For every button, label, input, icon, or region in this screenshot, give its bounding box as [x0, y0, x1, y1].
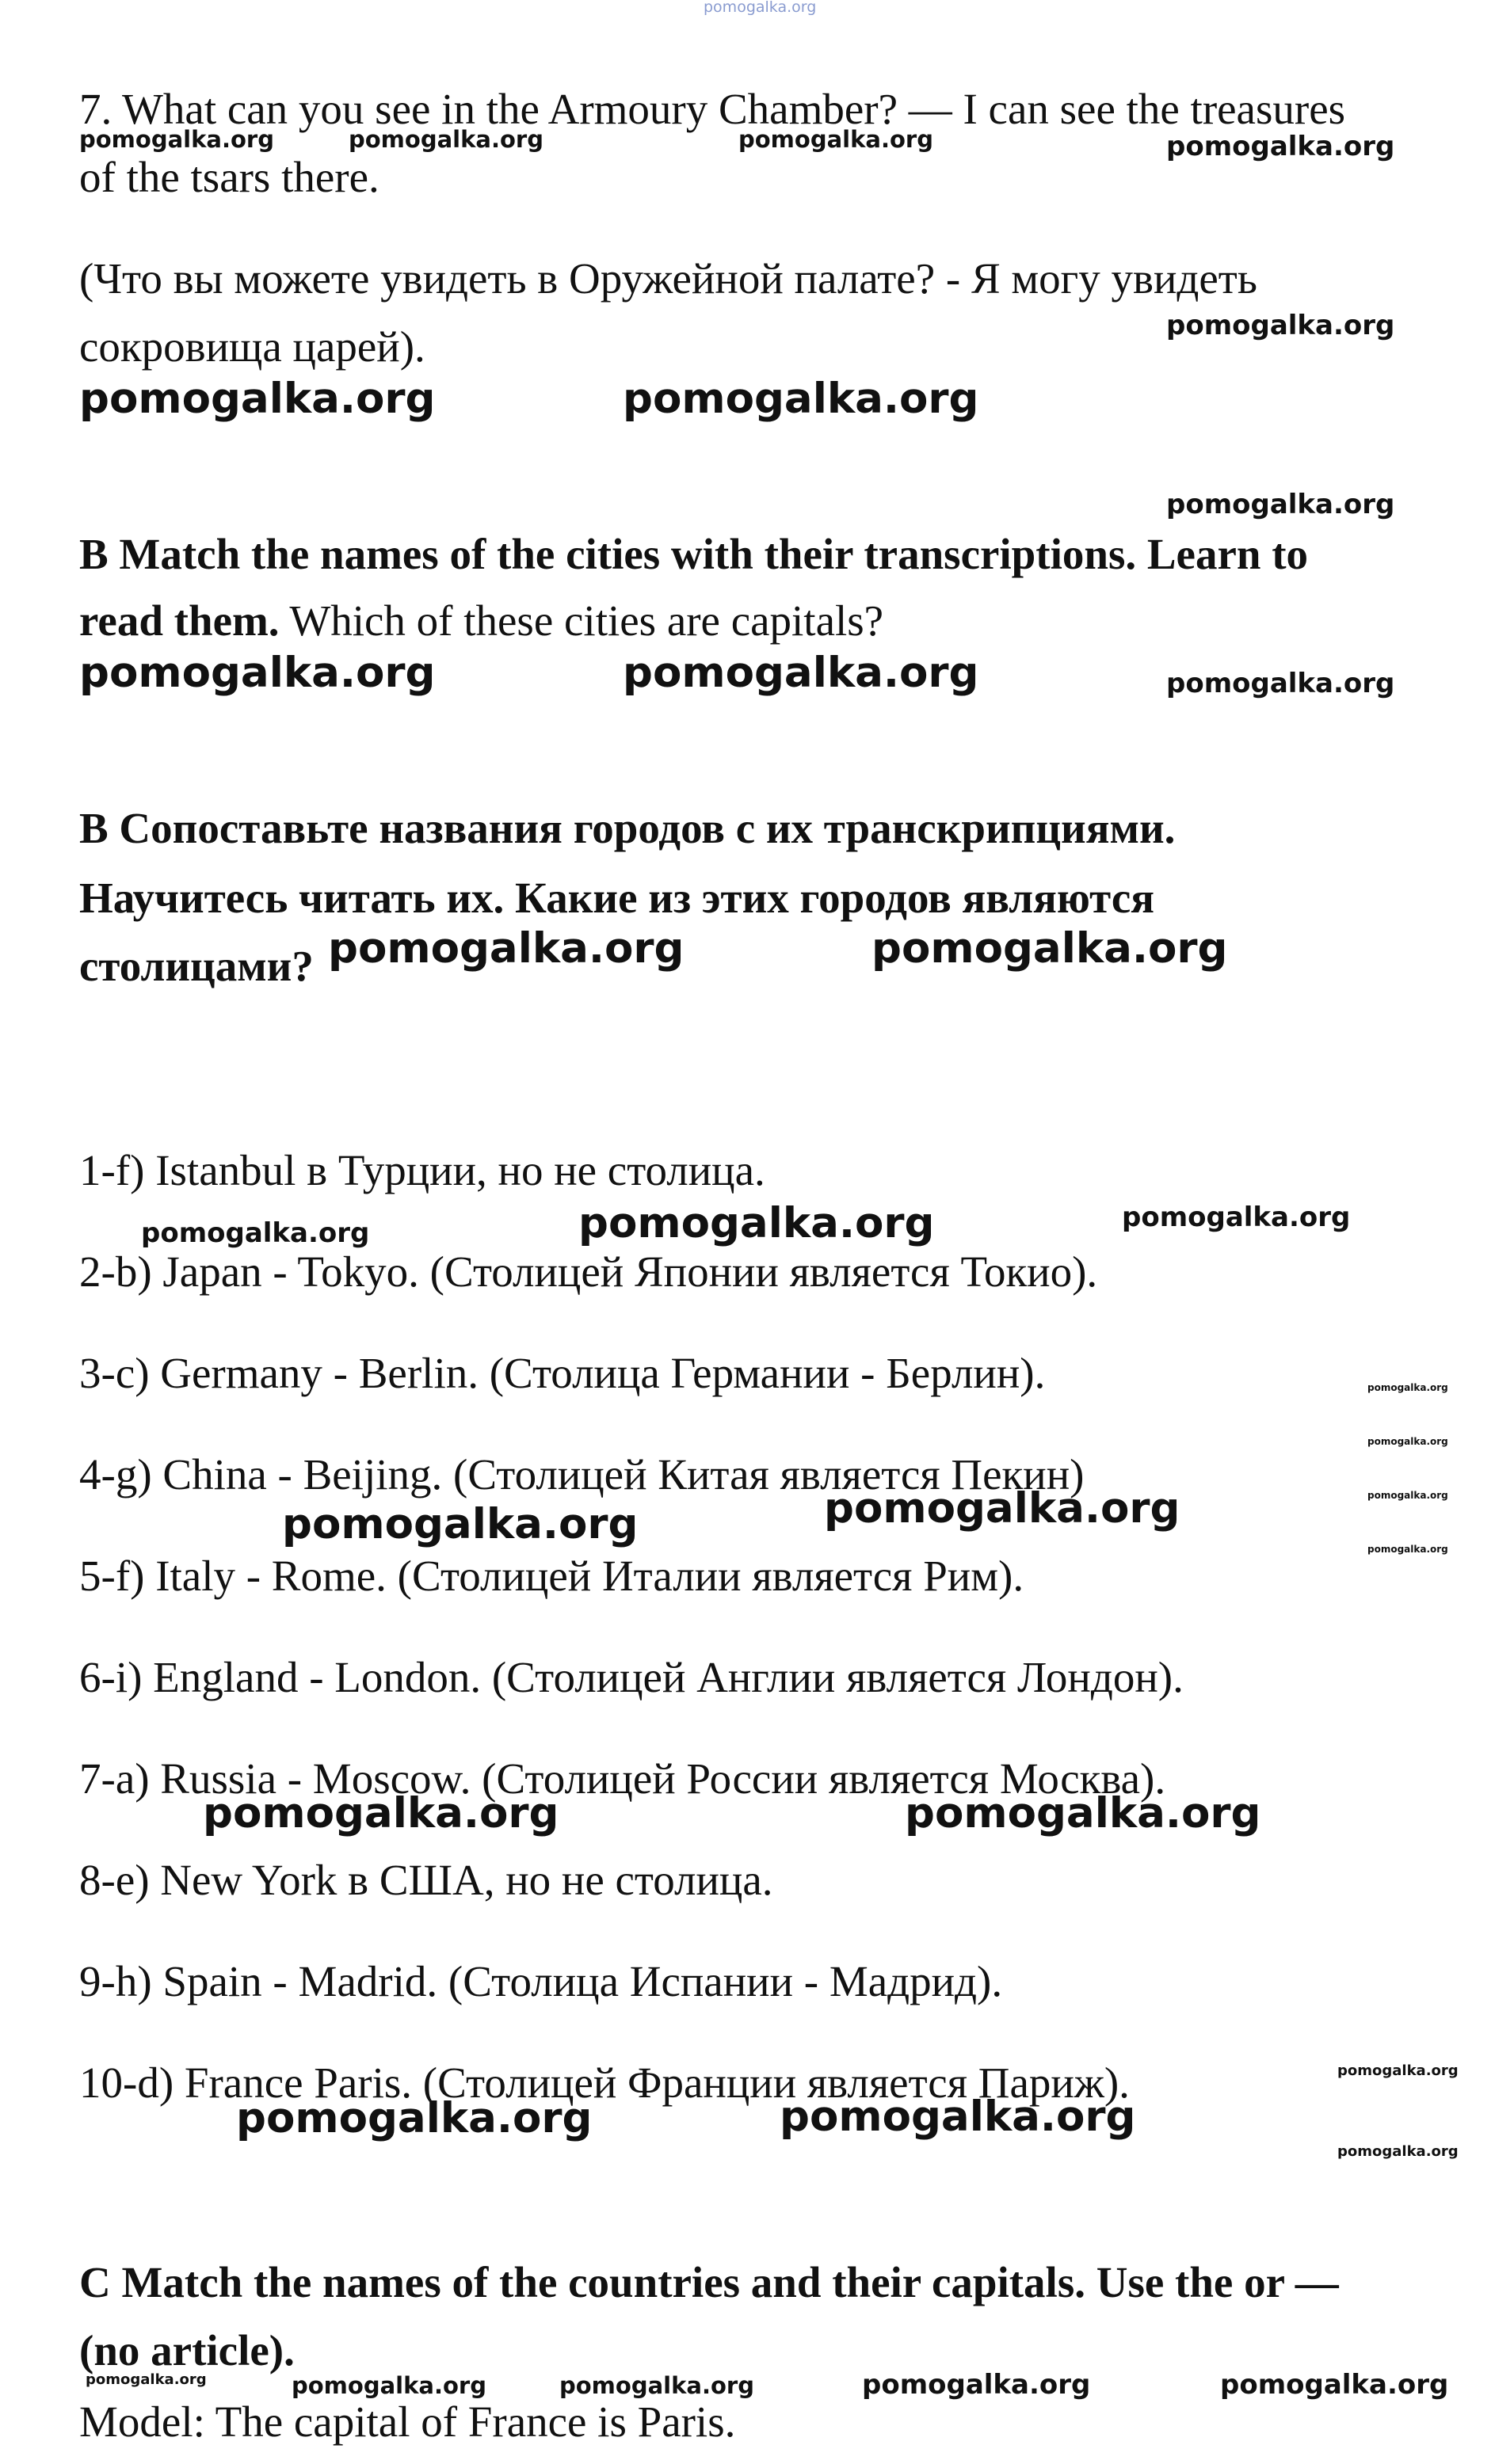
watermark: pomogalka.org — [1367, 1382, 1448, 1393]
watermark: pomogalka.org — [203, 1789, 559, 1838]
watermark: pomogalka.org — [79, 126, 274, 153]
watermark: pomogalka.org — [559, 2372, 754, 2399]
watermark: pomogalka.org — [871, 924, 1228, 973]
watermark: pomogalka.org — [824, 1484, 1180, 1533]
watermark: pomogalka.org — [1166, 668, 1395, 699]
section-b-question-text: Which of these cities are capitals? — [279, 596, 884, 645]
watermark: pomogalka.org — [1367, 1436, 1448, 1447]
watermark: pomogalka.org — [328, 924, 685, 973]
answer-line: 2-b) Japan - Tokyo. (Столицей Японии является Токио). — [79, 1247, 1098, 1296]
question-7-ru-line-1: (Что вы можете увидеть в Оружейной палате? - Я могу увидеть — [79, 254, 1257, 303]
watermark: pomogalka.org — [1166, 489, 1395, 520]
answer-line: 1-f) Istanbul в Турции, но не столица. — [79, 1146, 765, 1194]
answer-line: 8-e) New York в США, но не столица. — [79, 1856, 773, 1904]
watermark: pomogalka.org — [79, 649, 436, 697]
watermark: pomogalka.org — [704, 0, 817, 16]
watermark: pomogalka.org — [236, 2094, 593, 2142]
section-b-heading-line-2 — [79, 596, 884, 645]
answer-line: 9-h) Spain - Madrid. (Столица Испании - Мадрид). — [79, 1957, 1003, 2005]
watermark: pomogalka.org — [1337, 2062, 1459, 2079]
section-c-heading-line-1: C Match the names of the countries and their capitals. Use the or — — [79, 2258, 1339, 2306]
section-b-ru-line-2: Научитесь читать их. Какие из этих городов являются — [79, 874, 1155, 922]
answer-line: 4-g) China - Beijing. (Столицей Китая является Пекин) — [79, 1450, 1085, 1499]
answer-line: 7-a) Russia - Moscow. (Столицей России является Москва). — [79, 1754, 1166, 1803]
question-7-line-1: 7. What can you see in the Armoury Chamber? — I can see the treasures — [79, 85, 1346, 133]
watermark: pomogalka.org — [1337, 2143, 1459, 2160]
watermark: pomogalka.org — [862, 2369, 1091, 2401]
question-7-line-2: of the tsars there. — [79, 153, 379, 201]
watermark: pomogalka.org — [623, 649, 979, 697]
section-b-bold-text: read them. — [79, 596, 280, 645]
watermark: pomogalka.org — [905, 1789, 1261, 1838]
watermark: pomogalka.org — [1166, 131, 1395, 162]
answer-line: 6-i) England - London. (Столицей Англии является Лондон). — [79, 1653, 1184, 1701]
section-c-heading-line-2: (no article). — [79, 2326, 295, 2375]
section-c-model: Model: The capital of France is Paris. — [79, 2397, 736, 2446]
answer-line: 10-d) France Paris. (Столицей Франции является Париж). — [79, 2058, 1130, 2107]
watermark: pomogalka.org — [1367, 1490, 1448, 1501]
answer-line: 5-f) Italy - Rome. (Столицей Италии является Рим). — [79, 1552, 1024, 1600]
section-b-heading-line-1: B Match the names of the cities with their transcriptions. Learn to — [79, 530, 1309, 578]
watermark: pomogalka.org — [1367, 1544, 1448, 1555]
watermark: pomogalka.org — [349, 126, 543, 153]
question-7-ru-line-2: сокровища царей). — [79, 322, 425, 371]
watermark: pomogalka.org — [1166, 310, 1395, 341]
watermark: pomogalka.org — [578, 1199, 935, 1247]
section-b-ru-line-1: В Сопоставьте названия городов с их транскрипциями. — [79, 804, 1176, 852]
watermark: pomogalka.org — [738, 126, 933, 153]
watermark: pomogalka.org — [780, 2093, 1136, 2141]
watermark: pomogalka.org — [282, 1500, 639, 1548]
section-b-ru-line-3: столицами? — [79, 942, 314, 990]
watermark: pomogalka.org — [1220, 2369, 1449, 2401]
watermark: pomogalka.org — [623, 375, 979, 423]
answer-line: 3-c) Germany - Berlin. (Столица Германии - Берлин). — [79, 1349, 1046, 1397]
watermark: pomogalka.org — [141, 1217, 370, 1249]
watermark: pomogalka.org — [1122, 1202, 1351, 1233]
watermark: pomogalka.org — [292, 2372, 486, 2399]
watermark: pomogalka.org — [79, 375, 436, 423]
watermark: pomogalka.org — [86, 2371, 207, 2388]
